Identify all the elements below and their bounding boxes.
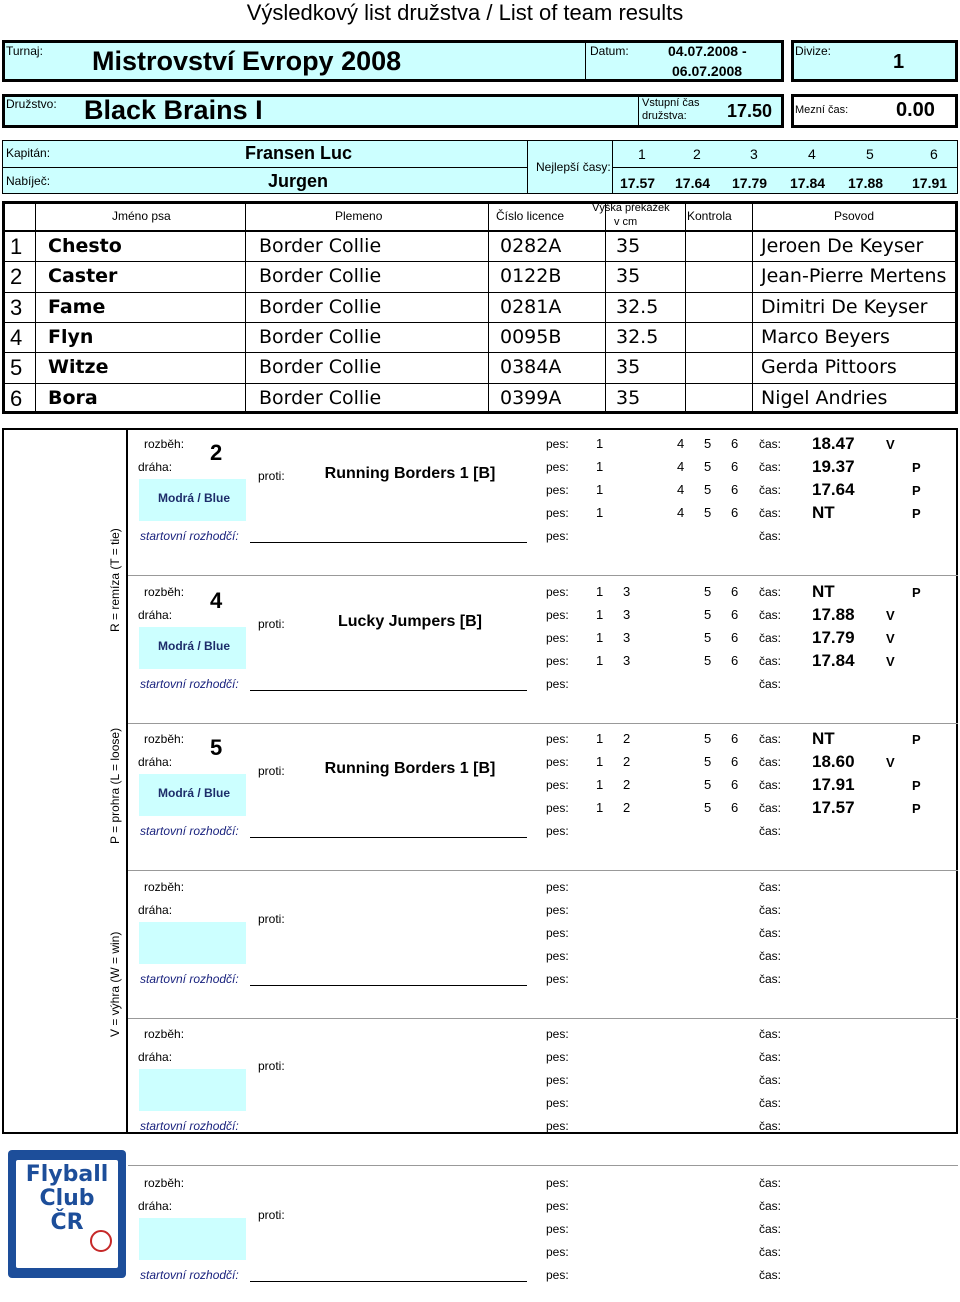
run-result: V xyxy=(886,608,895,623)
run-time: 17.84 xyxy=(812,651,855,670)
dog-in-run: 3 xyxy=(623,584,631,599)
dog-licence: 0384A xyxy=(500,356,562,379)
run-result: P xyxy=(912,585,921,600)
pes-label: pes: xyxy=(546,755,569,769)
tournament-name: Mistrovství Evropy 2008 xyxy=(92,46,402,76)
proti-label: proti: xyxy=(258,1059,285,1073)
dog-in-run: 1 xyxy=(596,630,604,645)
dog-in-run: 2 xyxy=(623,731,631,746)
dog-name: Witze xyxy=(48,356,109,379)
dog-in-run: 4 xyxy=(677,505,685,520)
dog-in-run: 5 xyxy=(704,505,712,520)
rozbeh-label: rozběh: xyxy=(144,880,185,894)
cas-label: čas: xyxy=(759,880,782,894)
dog-in-run: 4 xyxy=(677,482,685,497)
cas-label: čas: xyxy=(759,654,782,668)
dog-name: Bora xyxy=(48,386,98,409)
dog-in-run: 1 xyxy=(596,800,604,815)
cas-label: čas: xyxy=(759,1096,782,1110)
dog-in-run: 1 xyxy=(596,754,604,769)
run-time: 17.91 xyxy=(812,775,855,794)
dog-in-run: 6 xyxy=(731,731,739,746)
run-time: NT xyxy=(812,582,835,601)
dog-height: 35 xyxy=(616,265,641,288)
pes-label: pes: xyxy=(546,677,569,691)
dog-in-run: 5 xyxy=(704,754,712,769)
dog-number: 3 xyxy=(10,294,23,320)
mezni-label: Mezní čas: xyxy=(795,104,849,116)
best-time: 17.84 xyxy=(790,175,826,191)
dog-height: 32.5 xyxy=(616,295,659,318)
dog-breed: Border Collie xyxy=(259,235,382,257)
dog-in-run: 1 xyxy=(596,584,604,599)
pes-label: pes: xyxy=(546,460,569,474)
pes-label: pes: xyxy=(546,1096,569,1110)
lane-label: Modrá / Blue xyxy=(158,491,231,505)
cas-label: čas: xyxy=(759,926,782,940)
col-jmeno: Jméno psa xyxy=(112,209,171,223)
best-index: 2 xyxy=(693,146,701,162)
heat-number: 5 xyxy=(210,735,223,760)
cas-label: čas: xyxy=(759,585,782,599)
dog-in-run: 6 xyxy=(731,505,739,520)
run-time: 18.47 xyxy=(812,434,855,453)
best-index: 4 xyxy=(808,146,816,162)
page-title: Výsledkový list družstva / List of team results xyxy=(246,0,684,25)
lane-panel xyxy=(139,1069,246,1111)
pes-label: pes: xyxy=(546,1245,569,1259)
dog-in-run: 2 xyxy=(623,777,631,792)
pes-label: pes: xyxy=(546,801,569,815)
col-vyska-1: Výška překážek xyxy=(592,202,670,214)
dog-in-run: 1 xyxy=(596,482,604,497)
pes-label: pes: xyxy=(546,732,569,746)
dog-in-run: 5 xyxy=(704,584,712,599)
dog-breed: Border Collie xyxy=(259,265,382,288)
heat-number: 4 xyxy=(210,588,223,613)
best-times-label: Nejlepší časy: xyxy=(536,160,611,174)
dog-in-run: 6 xyxy=(731,482,739,497)
draha-label: dráha: xyxy=(138,1050,173,1064)
legend-vyhra: V = výhra (W = win) xyxy=(108,931,122,1037)
run-result: P xyxy=(912,778,921,793)
dog-in-run: 5 xyxy=(704,436,712,451)
proti-label: proti: xyxy=(258,912,285,926)
pes-label: pes: xyxy=(546,824,569,838)
cas-label: čas: xyxy=(759,1050,782,1064)
cas-label: čas: xyxy=(759,972,782,986)
loader-name: Jurgen xyxy=(268,171,329,191)
cas-label: čas: xyxy=(759,801,782,815)
cas-label: čas: xyxy=(759,506,782,520)
heat-number: 2 xyxy=(210,440,223,465)
dog-handler: Jeroen De Keyser xyxy=(761,235,924,257)
dog-in-run: 1 xyxy=(596,731,604,746)
run-time: NT xyxy=(812,503,835,522)
dog-licence: 0281A xyxy=(500,295,562,318)
opponent-name: Lucky Jumpers [B] xyxy=(337,613,483,630)
dog-handler: Gerda Pittoors xyxy=(761,356,897,379)
dog-handler: Dimitri De Keyser xyxy=(761,295,928,318)
dog-in-run: 4 xyxy=(677,436,685,451)
best-time: 17.64 xyxy=(675,175,711,191)
pes-label: pes: xyxy=(546,608,569,622)
dog-name: Flyn xyxy=(48,325,94,348)
divize-label: Divize: xyxy=(795,44,832,58)
rozbeh-label: rozběh: xyxy=(144,1027,185,1041)
col-plemeno: Plemeno xyxy=(335,209,383,223)
dog-in-run: 3 xyxy=(623,630,631,645)
run-result: P xyxy=(912,483,921,498)
dog-number: 1 xyxy=(10,234,23,259)
dog-in-run: 6 xyxy=(731,754,739,769)
dog-handler: Jean-Pierre Mertens xyxy=(761,265,947,288)
pes-label: pes: xyxy=(546,1199,569,1213)
run-result: P xyxy=(912,801,921,816)
run-result: P xyxy=(912,506,921,521)
rozbeh-label: rozběh: xyxy=(144,732,185,746)
cas-label: čas: xyxy=(759,949,782,963)
dog-breed: Border Collie xyxy=(259,295,382,318)
dog-height: 35 xyxy=(616,235,641,257)
dog-in-run: 6 xyxy=(731,630,739,645)
pes-label: pes: xyxy=(546,654,569,668)
dog-in-run: 6 xyxy=(731,800,739,815)
startovni-label: startovní rozhodčí: xyxy=(140,529,239,543)
dog-in-run: 5 xyxy=(704,777,712,792)
division-value: 1 xyxy=(893,51,905,73)
cas-label: čas: xyxy=(759,1176,782,1190)
dog-in-run: 1 xyxy=(596,777,604,792)
pes-label: pes: xyxy=(546,631,569,645)
cas-label: čas: xyxy=(759,1268,782,1282)
dog-in-run: 3 xyxy=(623,607,631,622)
startovni-label: startovní rozhodčí: xyxy=(140,1268,239,1282)
run-time: 17.57 xyxy=(812,798,855,817)
proti-label: proti: xyxy=(258,764,285,778)
best-index: 3 xyxy=(750,146,758,162)
cas-label: čas: xyxy=(759,631,782,645)
cas-label: čas: xyxy=(759,1199,782,1213)
nabijec-label: Nabíječ: xyxy=(6,174,51,188)
run-result: V xyxy=(886,631,895,646)
dog-in-run: 6 xyxy=(731,653,739,668)
cas-label: čas: xyxy=(759,437,782,451)
run-result: P xyxy=(912,460,921,475)
cas-label: čas: xyxy=(759,1222,782,1236)
run-time: NT xyxy=(812,729,835,748)
turnaj-label: Turnaj: xyxy=(6,44,43,58)
cas-label: čas: xyxy=(759,824,782,838)
best-time: 17.91 xyxy=(912,175,948,191)
dog-in-run: 1 xyxy=(596,436,604,451)
cas-label: čas: xyxy=(759,608,782,622)
dog-in-run: 1 xyxy=(596,505,604,520)
col-licence: Číslo licence xyxy=(496,209,565,223)
pes-label: pes: xyxy=(546,1222,569,1236)
dog-height: 35 xyxy=(616,386,641,409)
dog-number: 6 xyxy=(10,385,23,411)
draha-label: dráha: xyxy=(138,460,173,474)
ball-icon xyxy=(90,1230,112,1252)
dog-handler: Nigel Andries xyxy=(761,386,888,409)
proti-label: proti: xyxy=(258,1208,285,1222)
pes-label: pes: xyxy=(546,1027,569,1041)
dog-in-run: 5 xyxy=(704,459,712,474)
cas-label: čas: xyxy=(759,483,782,497)
dog-handler: Marco Beyers xyxy=(761,325,890,348)
dog-in-run: 4 xyxy=(677,459,685,474)
dog-in-run: 6 xyxy=(731,607,739,622)
pes-label: pes: xyxy=(546,1050,569,1064)
flyball-club-logo: Flyball Club ČR xyxy=(8,1150,126,1278)
dog-in-run: 6 xyxy=(731,584,739,599)
legend-remiza: R = remíza (T = tie) xyxy=(108,528,122,632)
datum-label: Datum: xyxy=(590,44,629,58)
proti-label: proti: xyxy=(258,617,285,631)
run-time: 17.79 xyxy=(812,628,855,647)
dog-in-run: 1 xyxy=(596,653,604,668)
run-result: P xyxy=(912,732,921,747)
dog-in-run: 3 xyxy=(623,653,631,668)
dog-in-run: 2 xyxy=(623,754,631,769)
draha-label: dráha: xyxy=(138,1199,173,1213)
dog-in-run: 5 xyxy=(704,607,712,622)
opponent-name: Running Borders 1 [B] xyxy=(324,760,496,777)
cas-label: čas: xyxy=(759,732,782,746)
lane-label: Modrá / Blue xyxy=(158,786,231,800)
startovni-label: startovní rozhodčí: xyxy=(140,1119,239,1133)
dog-name: Fame xyxy=(48,295,106,318)
pes-label: pes: xyxy=(546,483,569,497)
col-psovod: Psovod xyxy=(834,209,875,223)
startovni-label: startovní rozhodčí: xyxy=(140,972,239,986)
dog-licence: 0095B xyxy=(500,325,562,348)
pes-label: pes: xyxy=(546,778,569,792)
proti-label: proti: xyxy=(258,469,285,483)
dog-licence: 0282A xyxy=(500,235,562,257)
dog-in-run: 1 xyxy=(596,459,604,474)
dog-name: Caster xyxy=(48,265,118,288)
col-vyska-2: v cm xyxy=(614,216,638,228)
dog-number: 2 xyxy=(10,264,23,290)
opponent-name: Running Borders 1 [B] xyxy=(324,465,496,482)
dog-in-run: 5 xyxy=(704,482,712,497)
cas-label: čas: xyxy=(759,1027,782,1041)
dog-in-run: 6 xyxy=(731,459,739,474)
dog-height: 32.5 xyxy=(616,325,659,348)
pes-label: pes: xyxy=(546,1176,569,1190)
dog-in-run: 2 xyxy=(623,800,631,815)
dog-in-run: 5 xyxy=(704,731,712,746)
cas-label: čas: xyxy=(759,460,782,474)
run-time: 17.88 xyxy=(812,605,855,624)
pes-label: pes: xyxy=(546,1119,569,1133)
dog-number: 4 xyxy=(10,324,23,350)
pes-label: pes: xyxy=(546,903,569,917)
best-time: 17.79 xyxy=(732,175,768,191)
cas-label: čas: xyxy=(759,677,782,691)
lane-label: Modrá / Blue xyxy=(158,639,231,653)
dog-height: 35 xyxy=(616,356,641,379)
dog-in-run: 6 xyxy=(731,436,739,451)
legend-prohra: P = prohra (L = loose) xyxy=(108,727,122,844)
pes-label: pes: xyxy=(546,529,569,543)
rozbeh-label: rozběh: xyxy=(144,585,185,599)
cas-label: čas: xyxy=(759,778,782,792)
cas-label: čas: xyxy=(759,755,782,769)
date-start: 04.07.2008 - xyxy=(668,43,747,59)
dog-number: 5 xyxy=(10,355,23,381)
run-time: 17.64 xyxy=(812,480,855,499)
draha-label: dráha: xyxy=(138,755,173,769)
dog-breed: Border Collie xyxy=(259,356,382,379)
run-result: V xyxy=(886,755,895,770)
pes-label: pes: xyxy=(546,1073,569,1087)
rozbeh-label: rozběh: xyxy=(144,1176,185,1190)
dog-breed: Border Collie xyxy=(259,386,382,409)
dog-in-run: 5 xyxy=(704,653,712,668)
entry-time-label-1: Vstupní čas xyxy=(642,97,700,109)
cas-label: čas: xyxy=(759,1245,782,1259)
startovni-label: startovní rozhodčí: xyxy=(140,824,239,838)
pes-label: pes: xyxy=(546,949,569,963)
dog-in-run: 6 xyxy=(731,777,739,792)
cas-label: čas: xyxy=(759,903,782,917)
dog-in-run: 1 xyxy=(596,607,604,622)
kapitan-label: Kapitán: xyxy=(6,146,51,160)
pes-label: pes: xyxy=(546,880,569,894)
team-name: Black Brains I xyxy=(84,95,263,125)
captain-name: Fransen Luc xyxy=(245,143,353,163)
best-index: 1 xyxy=(638,146,646,162)
best-time: 17.88 xyxy=(848,175,884,191)
run-result: V xyxy=(886,654,895,669)
pes-label: pes: xyxy=(546,926,569,940)
pes-label: pes: xyxy=(546,437,569,451)
cas-label: čas: xyxy=(759,529,782,543)
pes-label: pes: xyxy=(546,972,569,986)
entry-time-value: 17.50 xyxy=(727,101,773,121)
pes-label: pes: xyxy=(546,506,569,520)
dog-licence: 0399A xyxy=(500,386,562,409)
rozbeh-label: rozběh: xyxy=(144,437,185,451)
lane-panel xyxy=(139,1218,246,1260)
pes-label: pes: xyxy=(546,1268,569,1282)
best-index: 6 xyxy=(930,146,938,162)
limit-value: 0.00 xyxy=(896,99,935,121)
druzstvo-label: Družstvo: xyxy=(6,97,57,111)
dog-in-run: 5 xyxy=(704,800,712,815)
dog-breed: Border Collie xyxy=(259,325,382,348)
dog-in-run: 5 xyxy=(704,630,712,645)
dog-name: Chesto xyxy=(48,235,122,257)
cas-label: čas: xyxy=(759,1119,782,1133)
date-end: 06.07.2008 xyxy=(672,63,743,79)
best-index: 5 xyxy=(866,146,874,162)
run-result: V xyxy=(886,437,895,452)
dog-licence: 0122B xyxy=(500,265,562,288)
startovni-label: startovní rozhodčí: xyxy=(140,677,239,691)
pes-label: pes: xyxy=(546,585,569,599)
lane-panel xyxy=(139,922,246,964)
run-time: 18.60 xyxy=(812,752,855,771)
run-time: 19.37 xyxy=(812,457,855,476)
entry-time-label-2: družstva: xyxy=(642,110,687,122)
draha-label: dráha: xyxy=(138,608,173,622)
draha-label: dráha: xyxy=(138,903,173,917)
best-time: 17.57 xyxy=(620,175,656,191)
cas-label: čas: xyxy=(759,1073,782,1087)
col-kontrola: Kontrola xyxy=(687,209,732,223)
